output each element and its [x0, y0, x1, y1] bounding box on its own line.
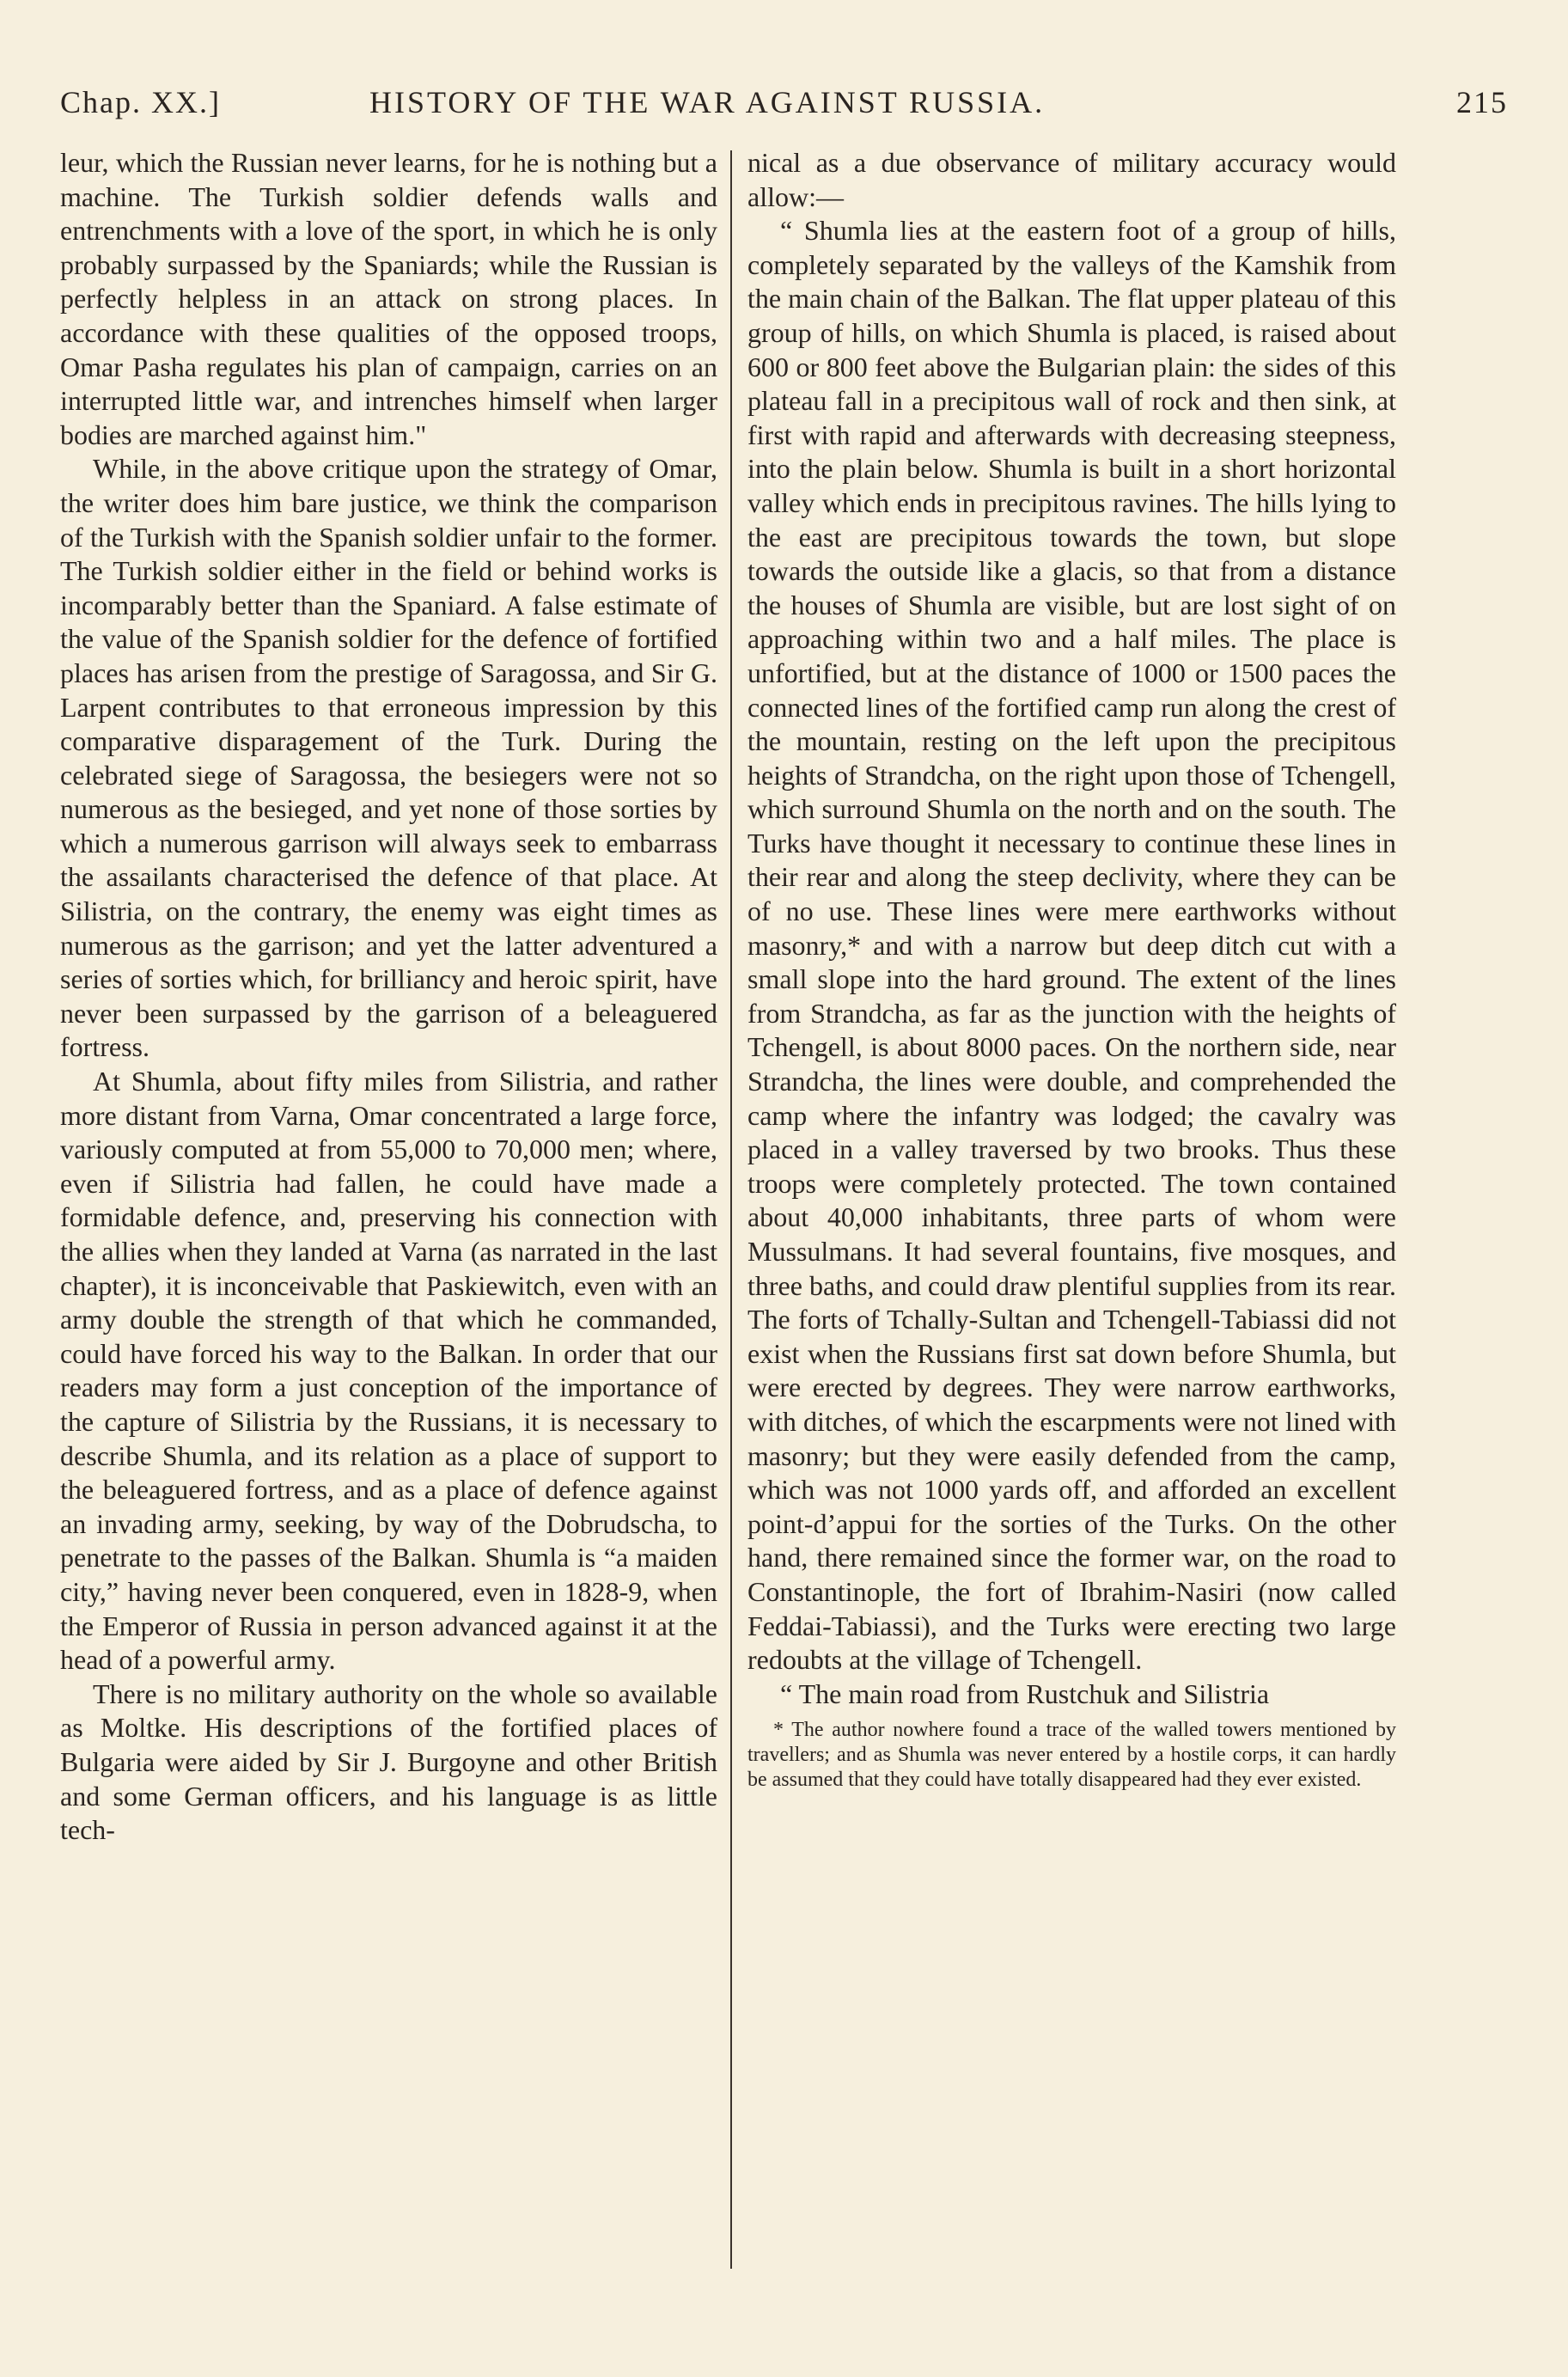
paragraph: nical as a due observance of military accuracy would allow:—	[747, 147, 1396, 212]
left-column	[60, 146, 717, 1848]
paragraph: At Shumla, about fifty miles from Silistria, and rather more distant from Varna, Omar concentrated a large force, variously computed at from 55,000 to 70,000 men; where, even if Silistria had fallen, he could have made a formidable defence, and, preserving his connection with the allies when they landed at Varna (as narrated in the last chapter), it is inconceivable that Paskiewitch, even with an army double the strength of that which he commanded, could have forced his way to the Balkan. In order that our readers may form a just conception of the importance of the capture of Silistria by the Russians, it is necessary to describe Shumla, and its relation as a place of support to the beleaguered fortress, and as a place of defence against an invading army, seeking, by way of the Dobrudscha, to penetrate to the passes of the Balkan. Shumla is “a maiden city,” having never been conquered, even in 1828-9, when the Emperor of Russia in person advanced against it at the head of a powerful army.	[60, 1066, 717, 1676]
running-header	[60, 84, 1508, 136]
page-number: 215	[1456, 85, 1508, 119]
paragraph: leur, which the Russian never learns, for he is nothing but a machine. The Turkish soldier defends walls and entrenchments with a love of the sport, in which he is only probably surpassed by the Spaniards; while the Russian is perfectly helpless in an attack on strong places. In accordance with these qualities of the opposed troops, Omar Pasha regulates his plan of campaign, carries on an interrupted little war, and intrenches himself when larger bodies are marched against him."	[60, 147, 717, 450]
paragraph: “ Shumla lies at the eastern foot of a group of hills, completely separated by the valleys of the Kamshik from the main chain of the Balkan. The flat upper plateau of this group of hills, on which Shumla is placed, is raised about 600 or 800 feet above the Bulgarian plain: the sides of this plateau fall in a precipitous wall of rock and then sink, at first with rapid and afterwards with decreasing steepness, into the plain below. Shumla is built in a short horizontal valley which ends in precipitous ravines. The hills lying to the east are precipitous towards the town, but slope towards the outside like a glacis, so that from a distance the houses of Shumla are visible, but are lost sight of on approaching within two and a half miles. The place is unfortified, but at the distance of 1000 or 1500 paces the connected lines of the fortified camp run along the crest of the mountain, resting on the left upon the precipitous heights of Strandcha, on the right upon those of Tchengell, which surround Shumla on the north and on the south. The Turks have thought it necessary to continue these lines in their rear and along the steep declivity, where they can be of no use. These lines were mere earthworks without masonry,* and with a narrow but deep ditch cut with a small slope into the hard ground. The extent of the lines from Strandcha, as far as the junction with the heights of Tchengell, is about 8000 paces. On the northern side, near Strandcha, the lines were double, and comprehended the camp where the infantry was lodged; the cavalry was placed in a valley traversed by two brooks. Thus these troops were completely protected. The town contained about 40,000 inhabitants, three parts of whom were Mussulmans. It had several fountains, five mosques, and three baths, and could draw plentiful supplies from its rear. The forts of Tchally-Sultan and Tchengell-Tabiassi did not exist when the Russians first sat down before Shumla, but were erected by degrees. They were narrow earthworks, with ditches, of which the escarpments were not lined with masonry; but they were easily defended from the camp, which was not 1000 yards off, and afforded an excellent point-d’appui for the sorties of the Turks. On the other hand, there remained since the former war, on the road to Constantinople, the fort of Ibrahim-Nasiri (now called Feddai-Tabiassi), and the Turks were erecting two large redoubts at the village of Tchengell.	[747, 215, 1396, 1676]
paragraph: There is no military authority on the whole so available as Moltke. His descriptions of the fortified places of Bulgaria were aided by Sir J. Burgoyne and other British and some German officers, and his language is as little tech-	[60, 1677, 717, 1846]
column-rule	[730, 150, 732, 2269]
right-column	[747, 146, 1396, 1793]
paragraph: While, in the above critique upon the strategy of Omar, the writer does him bare justice, we think the comparison of the Turkish with the Spanish soldier unfair to the former. The Turkish soldier either in the field or behind works is incomparably better than the Spaniard. A false estimate of the value of the Spanish soldier for the defence of fortified places has arisen from the prestige of Saragossa, and Sir G. Larpent contributes to that erroneous impression by this comparative disparagement of the Turk. During the celebrated siege of Saragossa, the besiegers were not so numerous as the besieged, and yet none of those sorties by which a numerous garrison will always seek to embarrass the assailants characterised the defence of that place. At Silistria, on the contrary, the enemy was eight times as numerous as the garrison; and yet the latter adventured a series of sorties which, for brilliancy and heroic spirit, have never been surpassed by the garrison of a beleaguered fortress.	[60, 453, 717, 1063]
footnote	[747, 1718, 1396, 1793]
footnote-text: * The author nowhere found a trace of the walled towers mentioned by travellers; and as Shumla was never entered by a hostile corps, it can hardly be assumed that they could have totally disappeared had they ever existed.	[747, 1719, 1396, 1792]
running-title: HISTORY OF THE WAR AGAINST RUSSIA.	[369, 85, 1046, 119]
paragraph: “ The main road from Rustchuk and Silistria	[780, 1677, 1270, 1709]
chapter-label: Chap. XX.]	[60, 85, 221, 119]
